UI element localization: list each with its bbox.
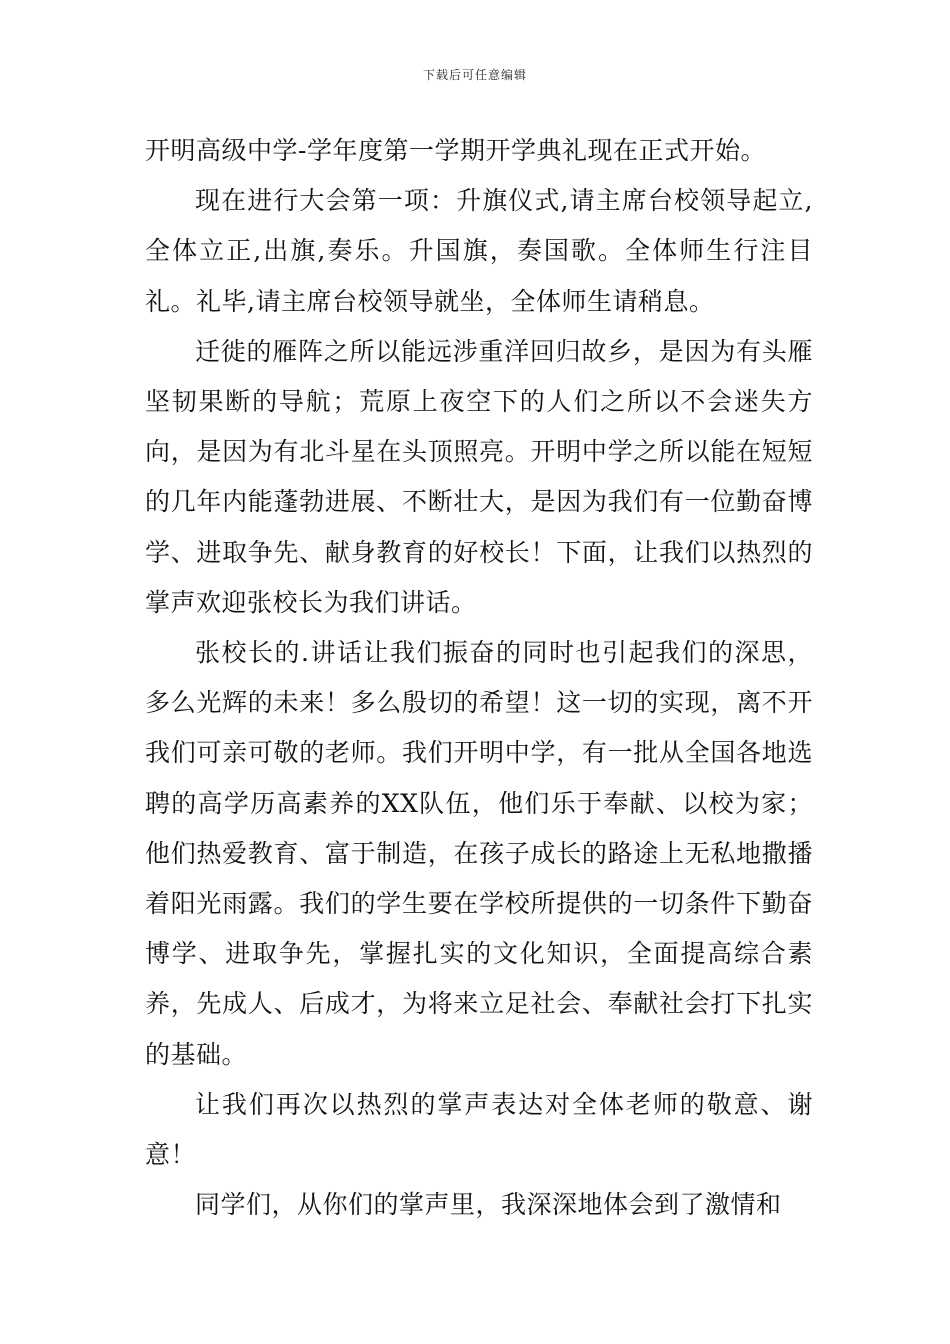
- paragraph-opening: 开明高级中学-学年度第一学期开学典礼现在正式开始。: [145, 136, 766, 165]
- paragraph-teachers-and-students: 张校长的.讲话让我们振奋的同时也引起我们的深思，多么光辉的未来！多么殷切的希望！这一切的实现，离不开我们可亲可敬的老师。我们开明中学，有一批从全国各地选聘的高学历高素养的XX队伍，他们乐于奉献、以校为家；他们热爱教育、富于制造，在孩子成长的路途上无私地撒播着阳光雨露。我们的学生要在学校所提供的一切条件下勤奋博学、进取争先，掌握扎实的文化知识，全面提高综合素养，先成人、后成才，为将来立足社会、奉献社会打下扎实的基础。: [145, 638, 813, 1069]
- paragraph-principal-introduction: 迁徙的雁阵之所以能远涉重洋回归故乡，是因为有头雁坚韧果断的导航；荒原上夜空下的人们之所以不会迷失方向，是因为有北斗星在头顶照亮。开明中学之所以能在短短的几年内能蓬勃进展、不断壮大，是因为我们有一位勤奋博学、进取争先、献身教育的好校长！下面，让我们以热烈的掌声欢迎张校长为我们讲话。: [145, 336, 813, 617]
- header-note: 下载后可任意编辑: [422, 68, 527, 82]
- paragraph-students-applause: 同学们，从你们的掌声里，我深深地体会到了激情和: [195, 1190, 782, 1220]
- paragraph-flag-ceremony: 现在进行大会第一项：升旗仪式,请主席台校领导起立,全体立正,出旗,奏乐。升国旗，奏国歌。全体师生行注目礼。礼毕,请主席台校领导就坐，全体师生请稍息。: [145, 186, 813, 316]
- document-body: [145, 126, 813, 1230]
- paragraph-thanks-teachers: 让我们再次以热烈的掌声表达对全体老师的敬意、谢意！: [145, 1089, 813, 1170]
